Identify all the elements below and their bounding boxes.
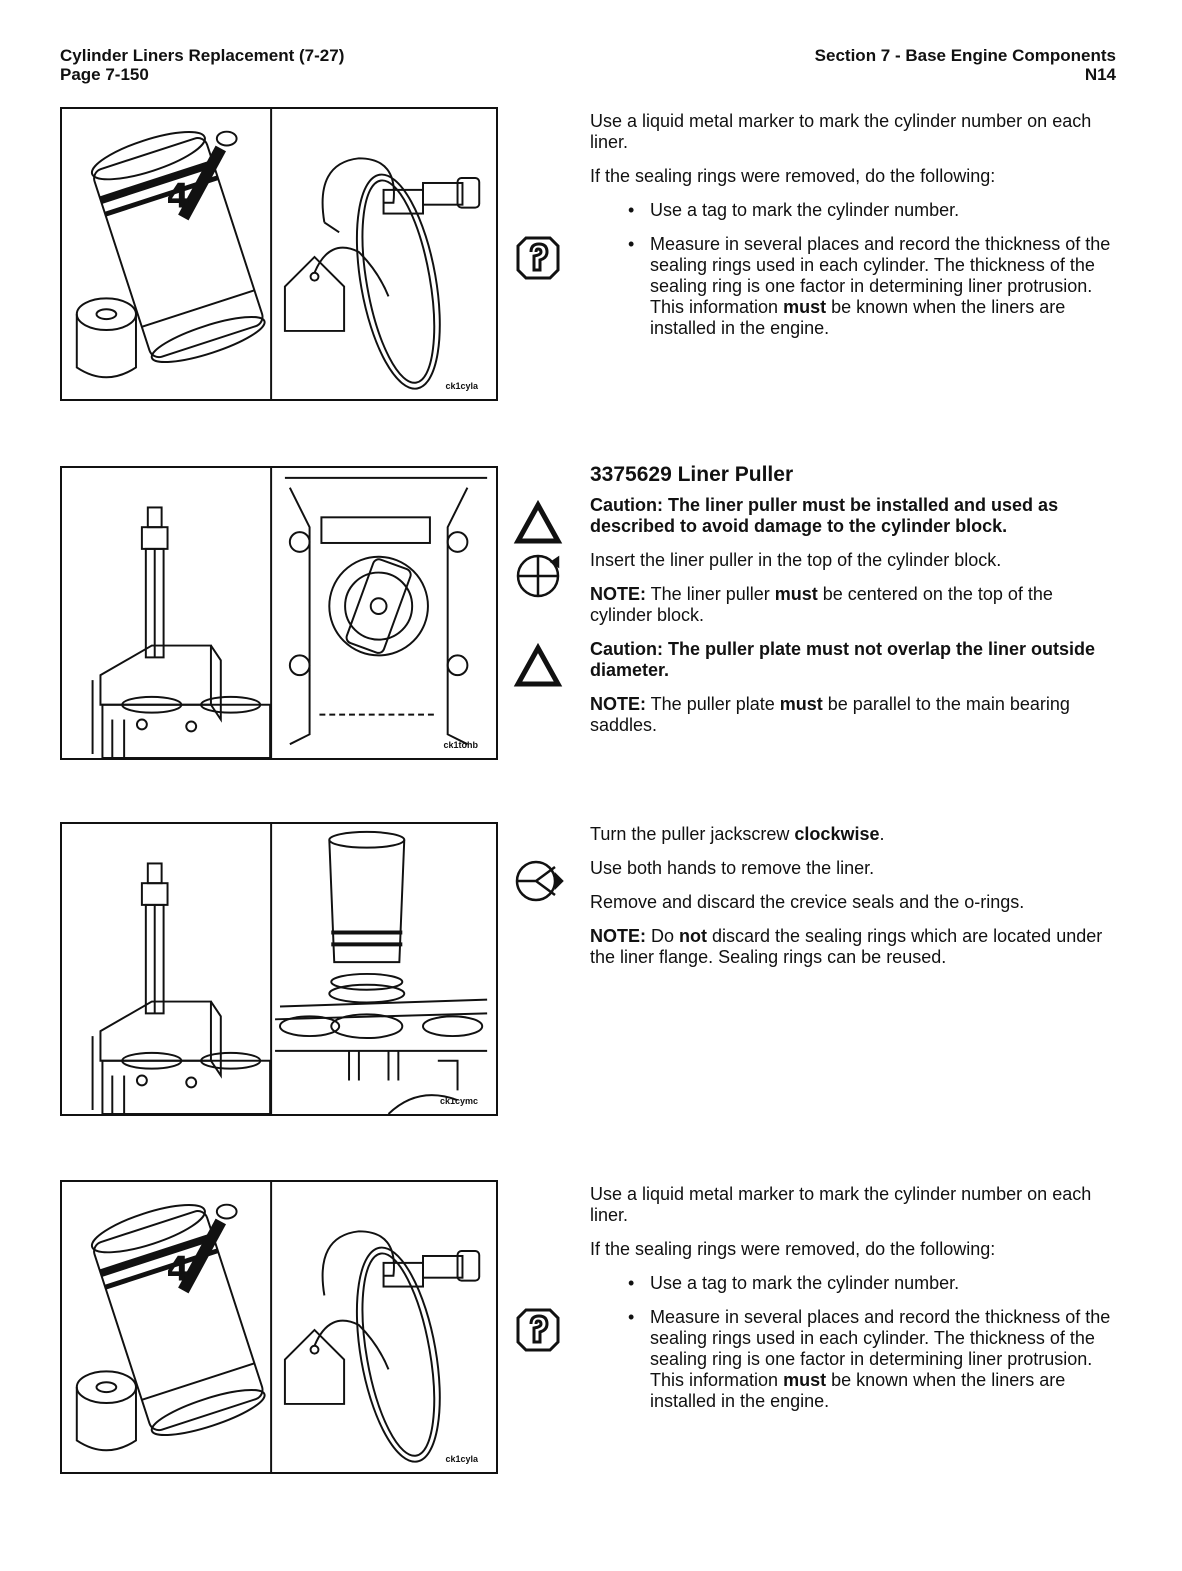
- header-section-name: Section 7 - Base Engine Components: [814, 46, 1116, 65]
- figure-code: ck1cyla: [445, 381, 478, 391]
- liner-removal-illustration: [275, 832, 487, 1114]
- section-4-text: [590, 1184, 1118, 1425]
- svg-text:4: 4: [166, 1249, 190, 1289]
- note-paragraph: NOTE: The liner puller must be centered on the top of the cylinder block.: [590, 584, 1053, 625]
- caution-text: Caution: The puller plate must not overlap the liner outside diameter.: [590, 639, 1096, 680]
- clockwise-tool-icon: [512, 550, 564, 602]
- sealing-ring-micrometer-illustration: [285, 158, 479, 395]
- figure-code: ck1tohb: [443, 740, 478, 750]
- note-paragraph: NOTE: Do not discard the sealing rings which are located under the liner flange. Sealing rings can be reused.: [590, 926, 1103, 967]
- header-page-number: Page 7-150: [60, 65, 149, 84]
- svg-text:4: 4: [166, 176, 190, 216]
- instruction-paragraph: If the sealing rings were removed, do the following:: [590, 1239, 996, 1259]
- note-paragraph: NOTE: The puller plate must be parallel to the main bearing saddles.: [590, 694, 1070, 735]
- main-bearing-saddle-illustration: [285, 478, 487, 744]
- sealing-ring-micrometer-illustration: [285, 1231, 479, 1468]
- instruction-paragraph: Use both hands to remove the liner.: [590, 858, 875, 878]
- liner-puller-illustration: [62, 468, 496, 758]
- bullet-item: • Measure in several places and record the thickness of the sealing rings used in each cylinder. The thickness of the sealing ring is one factor in determining liner protrusion. This information must be known when the liners are installed in the engine.: [590, 1307, 1118, 1412]
- caution-text: Caution: The liner puller must be installed and used as described to avoid damage to the cylinder block.: [590, 495, 1059, 536]
- question-symbol-icon: [512, 1304, 564, 1356]
- bullet-item: • Use a tag to mark the cylinder number.: [590, 200, 1118, 221]
- figure-3: [60, 822, 498, 1116]
- bullet-item: • Use a tag to mark the cylinder number.: [590, 1273, 1118, 1294]
- question-symbol-icon: [512, 232, 564, 284]
- instruction-paragraph: Insert the liner puller in the top of the cylinder block.: [590, 550, 1002, 570]
- header-section-title: Cylinder Liners Replacement (7-27): [60, 46, 345, 65]
- figure-4: [60, 1180, 498, 1474]
- figure-2: [60, 466, 498, 760]
- instruction-paragraph: Remove and discard the crevice seals and the o-rings.: [590, 892, 1025, 912]
- liner-marker-illustration: [62, 1182, 496, 1472]
- instruction-paragraph: Turn the puller jackscrew clockwise.: [590, 824, 885, 844]
- bullet-item: • Measure in several places and record the thickness of the sealing rings used in each cylinder. The thickness of the sealing ring is one factor in determining liner protrusion. This information must be known when the liners are installed in the engine.: [590, 234, 1118, 339]
- tool-heading: 3375629 Liner Puller: [590, 463, 794, 486]
- page-header-left: [60, 46, 344, 84]
- liner-puller-illustration: [62, 824, 496, 1114]
- figure-1: [60, 107, 498, 401]
- section-1-text: [590, 111, 1118, 352]
- page-header-right: [815, 46, 1116, 84]
- caution-triangle-icon: [512, 640, 564, 692]
- instruction-paragraph: Use a liquid metal marker to mark the cylinder number on each liner.: [590, 1184, 1092, 1225]
- caution-triangle-icon: [512, 497, 564, 549]
- section-3-text: [590, 824, 1118, 981]
- figure-code: ck1cymc: [439, 1096, 478, 1106]
- liner-marker-illustration: [62, 109, 496, 399]
- section-2-text: [590, 464, 1118, 749]
- two-hands-icon: [512, 855, 564, 907]
- instruction-paragraph: If the sealing rings were removed, do the following:: [590, 166, 996, 186]
- header-engine-model: N14: [1084, 65, 1116, 84]
- instruction-paragraph: Use a liquid metal marker to mark the cylinder number on each liner.: [590, 111, 1092, 152]
- figure-code: ck1cyla: [445, 1454, 478, 1464]
